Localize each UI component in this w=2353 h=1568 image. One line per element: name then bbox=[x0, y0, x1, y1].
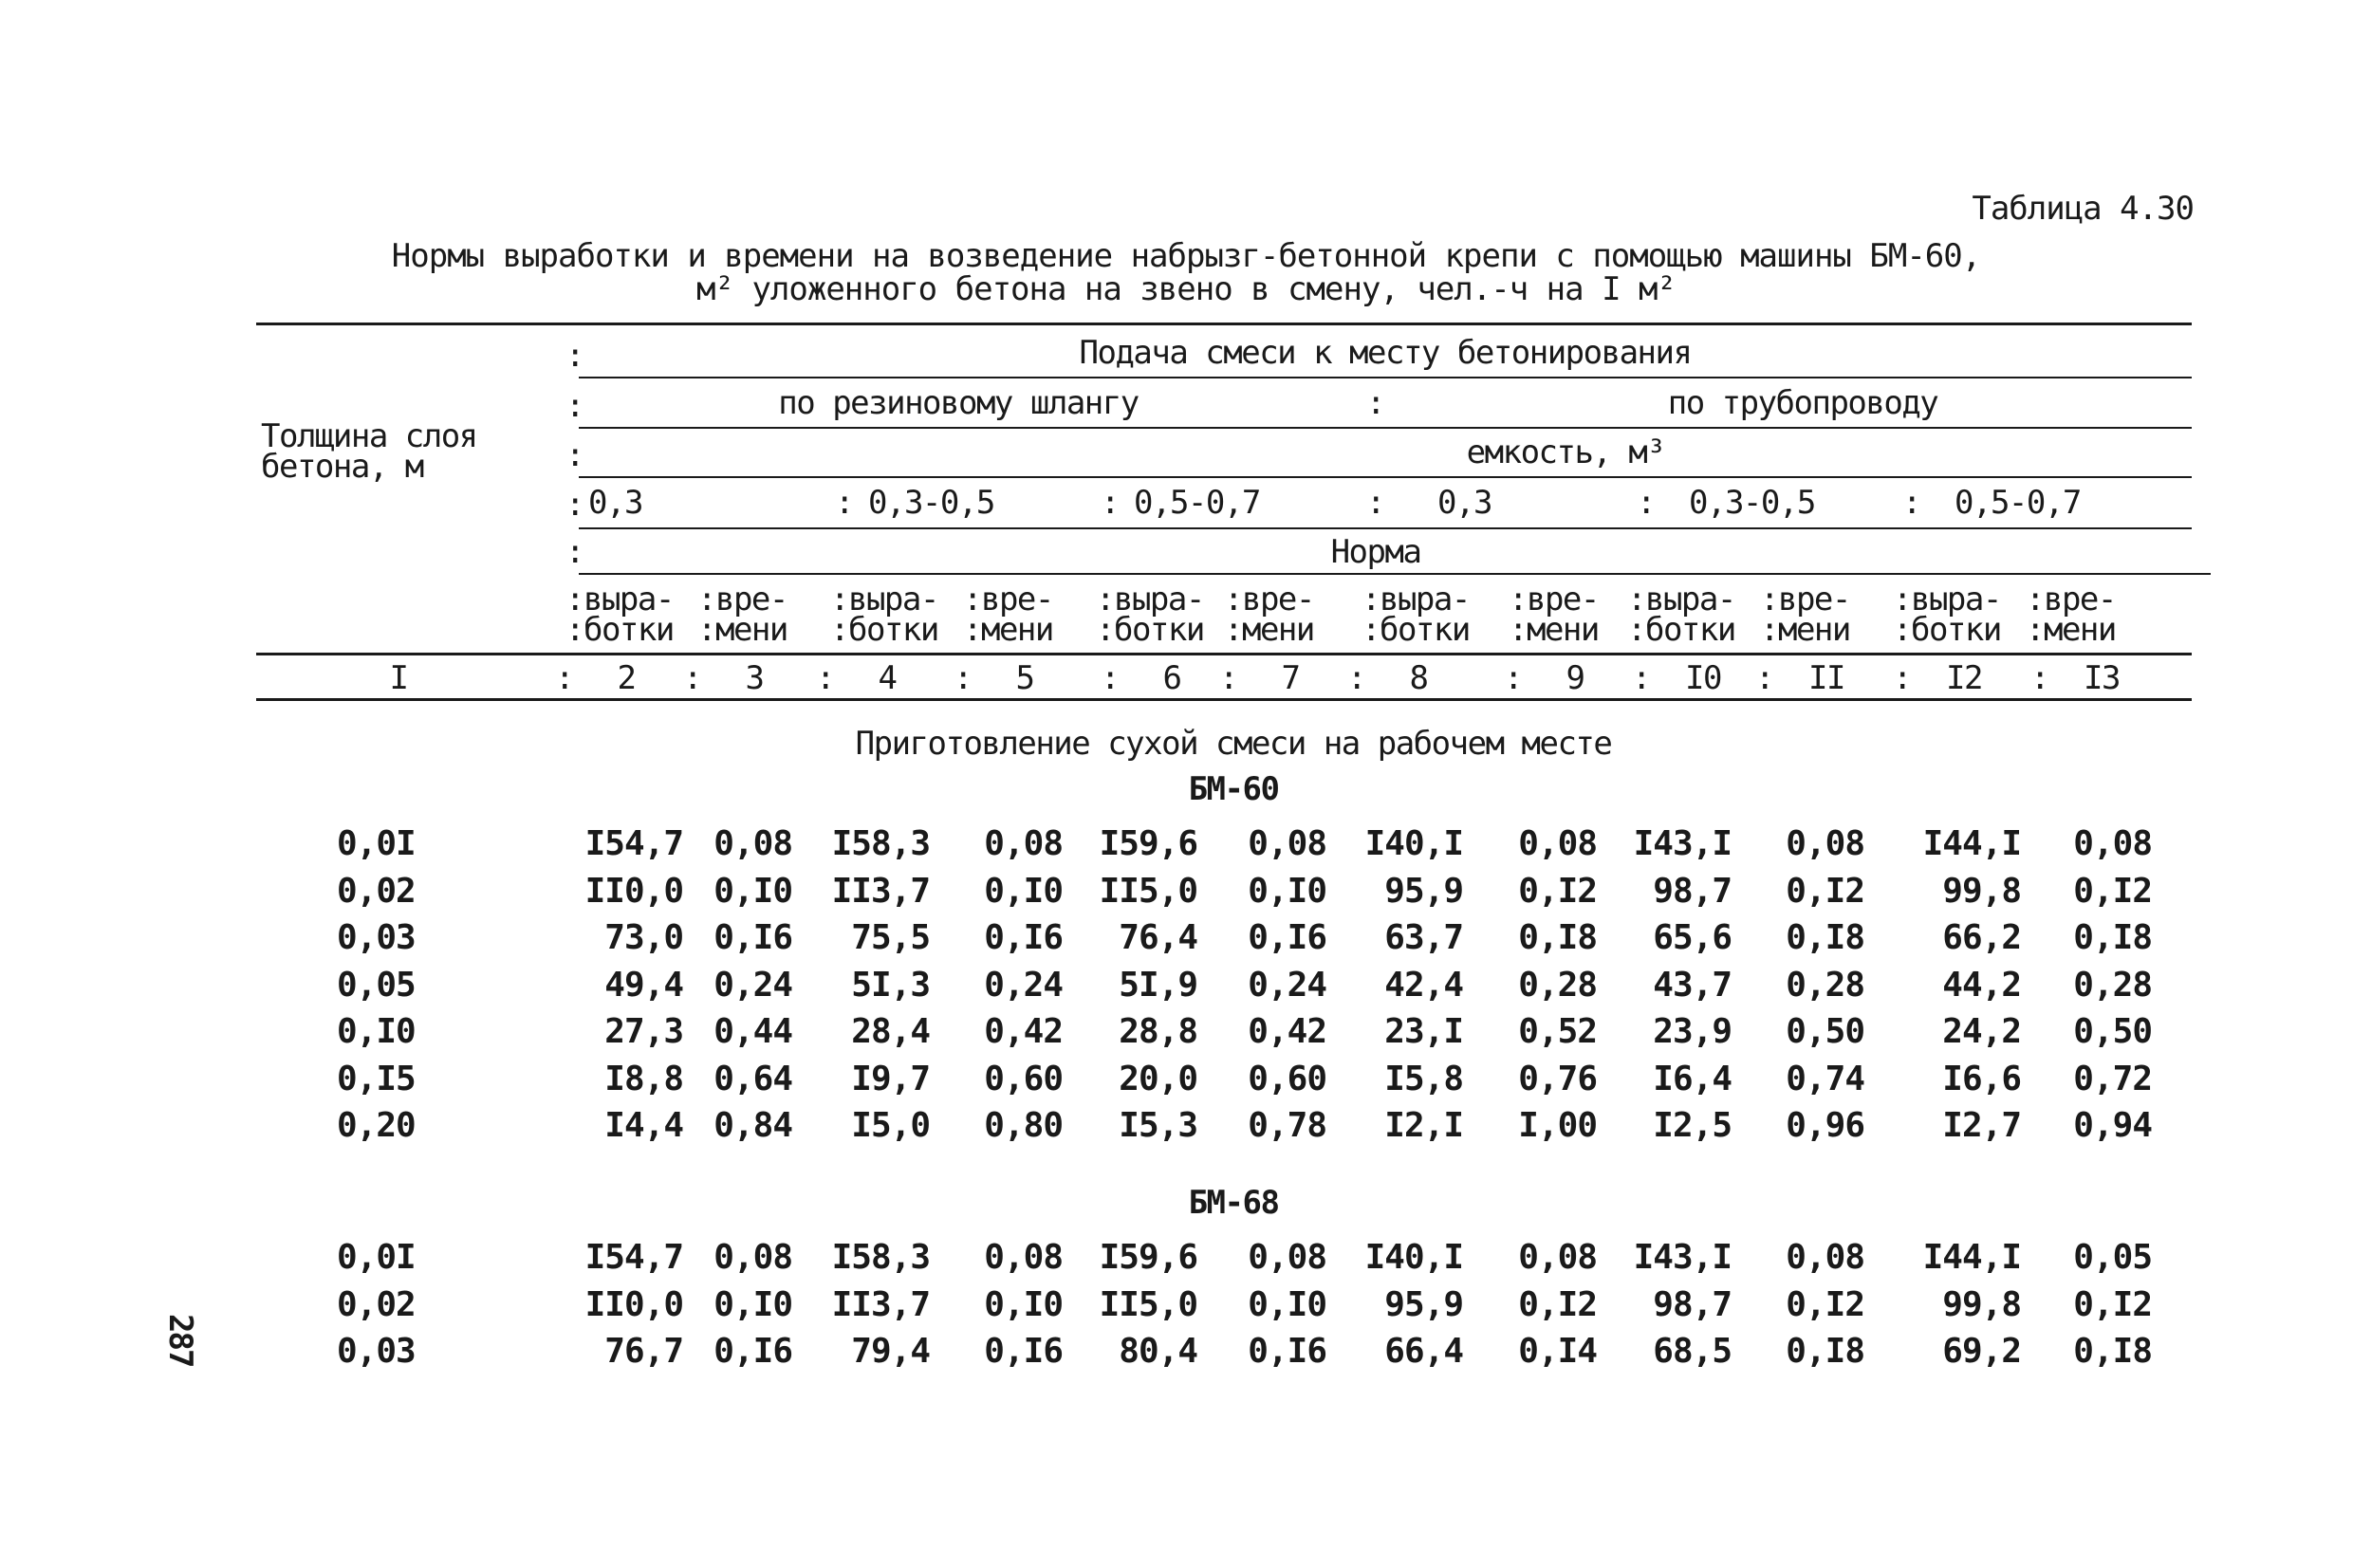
time-norm-cell: 0,74 bbox=[1786, 1059, 1864, 1098]
colon-marker: : bbox=[565, 533, 585, 571]
time-norm-cell: 0,08 bbox=[1248, 824, 1326, 863]
rule-norm bbox=[579, 573, 2211, 575]
output-rate-cell: 73,0 bbox=[604, 918, 683, 957]
colon-marker: : bbox=[683, 659, 703, 697]
output-rate-cell: I8,8 bbox=[604, 1059, 683, 1098]
output-rate-cell: 28,8 bbox=[1119, 1012, 1197, 1051]
time-norm-cell: 0,52 bbox=[1518, 1012, 1597, 1051]
colon-marker: : bbox=[1219, 659, 1239, 697]
output-rate-cell: 24,2 bbox=[1942, 1012, 2021, 1051]
subheader-label: :мени bbox=[1509, 611, 1599, 649]
time-norm-cell: 0,I8 bbox=[1786, 1332, 1864, 1371]
row-thickness: 0,0I bbox=[337, 1238, 416, 1277]
output-rate-cell: I58,3 bbox=[831, 824, 930, 863]
output-rate-cell: 79,4 bbox=[851, 1332, 930, 1371]
subheader-label: :ботки bbox=[1096, 611, 1204, 649]
time-norm-cell: 0,I6 bbox=[713, 918, 792, 957]
time-norm-cell: 0,50 bbox=[1786, 1012, 1864, 1051]
supply-header: Подача смеси к месту бетонирования bbox=[1079, 334, 1692, 372]
pipe-header: по трубопроводу bbox=[1667, 384, 1938, 422]
capacity-value: 0,3 bbox=[588, 484, 642, 522]
time-norm-cell: 0,78 bbox=[1248, 1106, 1326, 1145]
output-rate-cell: 80,4 bbox=[1119, 1332, 1197, 1371]
subheader-label: :вре- bbox=[1760, 581, 1850, 618]
subheader-label: :мени bbox=[1224, 611, 1314, 649]
rule-capacity bbox=[579, 476, 2192, 478]
subheader-label: :вре- bbox=[1224, 581, 1314, 618]
output-rate-cell: I44,I bbox=[1922, 1238, 2021, 1277]
capacity-value: 0,3 bbox=[1437, 484, 1491, 522]
time-norm-cell: 0,94 bbox=[2073, 1106, 2152, 1145]
output-rate-cell: 66,4 bbox=[1384, 1332, 1463, 1371]
time-norm-cell: 0,I8 bbox=[1518, 918, 1597, 957]
colon-marker: : bbox=[1893, 659, 1913, 697]
output-rate-cell: II0,0 bbox=[584, 871, 683, 911]
time-norm-cell: 0,I0 bbox=[713, 871, 792, 911]
colon-marker: : bbox=[1902, 484, 1922, 522]
output-rate-cell: I2,5 bbox=[1653, 1106, 1732, 1145]
row-thickness: 0,02 bbox=[337, 1284, 416, 1324]
row-label-line1: Толщина слоя bbox=[261, 417, 477, 455]
output-rate-cell: 44,2 bbox=[1942, 965, 2021, 1005]
output-rate-cell: 99,8 bbox=[1942, 1284, 2021, 1324]
subheader-label: :мени bbox=[963, 611, 1053, 649]
page-number: 287 bbox=[161, 1314, 199, 1367]
output-rate-cell: 20,0 bbox=[1119, 1059, 1197, 1098]
time-norm-cell: 0,28 bbox=[1786, 965, 1864, 1005]
output-rate-cell: I58,3 bbox=[831, 1238, 930, 1277]
norm-header: Норма bbox=[1330, 533, 1421, 571]
capacity-value: 0,5-0,7 bbox=[1955, 484, 2081, 522]
column-number: I3 bbox=[2084, 659, 2120, 697]
time-norm-cell: 0,I4 bbox=[1518, 1332, 1597, 1371]
output-rate-cell: II3,7 bbox=[831, 1284, 930, 1324]
column-number: 8 bbox=[1409, 659, 1428, 697]
row-thickness: 0,20 bbox=[337, 1106, 416, 1145]
table-title-line1: Нормы выработки и времени на возведение набрызг-бетонной крепи с помощью машины БМ-60, bbox=[391, 237, 1981, 275]
rule-method bbox=[579, 427, 2192, 429]
output-rate-cell: I59,6 bbox=[1099, 824, 1197, 863]
time-norm-cell: 0,64 bbox=[713, 1059, 792, 1098]
time-norm-cell: 0,24 bbox=[713, 965, 792, 1005]
output-rate-cell: 68,5 bbox=[1653, 1332, 1732, 1371]
subheader-label: :выра- bbox=[1096, 581, 1204, 618]
output-rate-cell: 99,8 bbox=[1942, 871, 2021, 911]
time-norm-cell: 0,60 bbox=[984, 1059, 1063, 1098]
output-rate-cell: I4,4 bbox=[604, 1106, 683, 1145]
output-rate-cell: 23,I bbox=[1384, 1012, 1463, 1051]
time-norm-cell: I,00 bbox=[1518, 1106, 1597, 1145]
output-rate-cell: II0,0 bbox=[584, 1284, 683, 1324]
subheader-label: :вре- bbox=[2026, 581, 2116, 618]
subheader-label: :выра- bbox=[1362, 581, 1470, 618]
subheader-label: :ботки bbox=[830, 611, 938, 649]
time-norm-cell: 0,24 bbox=[984, 965, 1063, 1005]
capacity-value: 0,5-0,7 bbox=[1134, 484, 1260, 522]
rule-col-numbers bbox=[256, 698, 2192, 701]
column-number: I2 bbox=[1946, 659, 1982, 697]
column-number: I bbox=[389, 659, 408, 697]
rule-capacities bbox=[579, 527, 2192, 529]
time-norm-cell: 0,05 bbox=[2073, 1238, 2152, 1277]
output-rate-cell: 27,3 bbox=[604, 1012, 683, 1051]
output-rate-cell: 49,4 bbox=[604, 965, 683, 1005]
subheader-label: :ботки bbox=[1362, 611, 1470, 649]
output-rate-cell: 75,5 bbox=[851, 918, 930, 957]
output-rate-cell: I54,7 bbox=[584, 1238, 683, 1277]
colon-marker: : bbox=[1504, 659, 1524, 697]
column-number: 6 bbox=[1162, 659, 1181, 697]
rule-supply bbox=[579, 377, 2192, 378]
output-rate-cell: I5,8 bbox=[1384, 1059, 1463, 1098]
section-title: Приготовление сухой смеси на рабочем месте bbox=[855, 725, 1612, 763]
time-norm-cell: 0,I2 bbox=[2073, 871, 2152, 911]
subheader-label: :выра- bbox=[1893, 581, 2001, 618]
time-norm-cell: 0,28 bbox=[1518, 965, 1597, 1005]
time-norm-cell: 0,96 bbox=[1786, 1106, 1864, 1145]
header-top-rule bbox=[256, 323, 2192, 325]
time-norm-cell: 0,I2 bbox=[1786, 871, 1864, 911]
subheader-label: :мени bbox=[1760, 611, 1850, 649]
subheader-label: :мени bbox=[2026, 611, 2116, 649]
colon-marker: : bbox=[565, 486, 585, 524]
subheader-label: :ботки bbox=[1627, 611, 1735, 649]
column-number: 5 bbox=[1015, 659, 1034, 697]
colon-marker: : bbox=[555, 659, 575, 697]
time-norm-cell: 0,08 bbox=[1786, 824, 1864, 863]
time-norm-cell: 0,I0 bbox=[984, 871, 1063, 911]
subheader-label: :мени bbox=[697, 611, 787, 649]
output-rate-cell: I40,I bbox=[1364, 1238, 1463, 1277]
column-number: II bbox=[1808, 659, 1844, 697]
output-rate-cell: I5,3 bbox=[1119, 1106, 1197, 1145]
output-rate-cell: 69,2 bbox=[1942, 1332, 2021, 1371]
time-norm-cell: 0,I0 bbox=[984, 1284, 1063, 1324]
row-thickness: 0,0I bbox=[337, 824, 416, 863]
time-norm-cell: 0,50 bbox=[2073, 1012, 2152, 1051]
subheader-label: :ботки bbox=[1893, 611, 2001, 649]
time-norm-cell: 0,I2 bbox=[1786, 1284, 1864, 1324]
colon-marker: : bbox=[2030, 659, 2050, 697]
time-norm-cell: 0,08 bbox=[713, 1238, 792, 1277]
row-thickness: 0,I0 bbox=[337, 1012, 416, 1051]
colon-marker: : bbox=[1366, 384, 1386, 422]
time-norm-cell: 0,08 bbox=[1248, 1238, 1326, 1277]
row-thickness: 0,02 bbox=[337, 871, 416, 911]
subheader-label: :выра- bbox=[830, 581, 938, 618]
time-norm-cell: 0,80 bbox=[984, 1106, 1063, 1145]
time-norm-cell: 0,84 bbox=[713, 1106, 792, 1145]
output-rate-cell: 95,9 bbox=[1384, 871, 1463, 911]
capacity-value: 0,3-0,5 bbox=[1689, 484, 1815, 522]
output-rate-cell: I43,I bbox=[1633, 824, 1732, 863]
time-norm-cell: 0,08 bbox=[1518, 1238, 1597, 1277]
output-rate-cell: 5I,3 bbox=[851, 965, 930, 1005]
row-thickness: 0,05 bbox=[337, 965, 416, 1005]
table-title-line2: м² уложенного бетона на звено в смену, чел.-ч на I м² bbox=[696, 270, 1676, 308]
subheader-label: :ботки bbox=[565, 611, 674, 649]
time-norm-cell: 0,I0 bbox=[1248, 1284, 1326, 1324]
rule-subheaders bbox=[256, 653, 2192, 655]
column-number: 3 bbox=[745, 659, 764, 697]
time-norm-cell: 0,I6 bbox=[713, 1332, 792, 1371]
colon-marker: : bbox=[1347, 659, 1367, 697]
colon-marker: : bbox=[1101, 484, 1121, 522]
time-norm-cell: 0,60 bbox=[1248, 1059, 1326, 1098]
output-rate-cell: 65,6 bbox=[1653, 918, 1732, 957]
output-rate-cell: 5I,9 bbox=[1119, 965, 1197, 1005]
colon-marker: : bbox=[1632, 659, 1652, 697]
time-norm-cell: 0,72 bbox=[2073, 1059, 2152, 1098]
output-rate-cell: I2,I bbox=[1384, 1106, 1463, 1145]
subheader-label: :выра- bbox=[1627, 581, 1735, 618]
column-number: 2 bbox=[617, 659, 636, 697]
capacity-value: 0,3-0,5 bbox=[868, 484, 994, 522]
time-norm-cell: 0,08 bbox=[984, 1238, 1063, 1277]
time-norm-cell: 0,28 bbox=[2073, 965, 2152, 1005]
colon-marker: : bbox=[835, 484, 855, 522]
output-rate-cell: II3,7 bbox=[831, 871, 930, 911]
subheader-label: :вре- bbox=[697, 581, 787, 618]
time-norm-cell: 0,I8 bbox=[2073, 1332, 2152, 1371]
group-title: БМ-68 bbox=[1188, 1184, 1279, 1222]
colon-marker: : bbox=[565, 337, 585, 375]
output-rate-cell: I9,7 bbox=[851, 1059, 930, 1098]
subheader-label: :вре- bbox=[1509, 581, 1599, 618]
output-rate-cell: I54,7 bbox=[584, 824, 683, 863]
time-norm-cell: 0,I6 bbox=[984, 918, 1063, 957]
colon-marker: : bbox=[565, 387, 585, 425]
output-rate-cell: 23,9 bbox=[1653, 1012, 1732, 1051]
colon-marker: : bbox=[1755, 659, 1775, 697]
group-title: БМ-60 bbox=[1188, 770, 1279, 808]
output-rate-cell: 76,4 bbox=[1119, 918, 1197, 957]
row-thickness: 0,03 bbox=[337, 1332, 416, 1371]
output-rate-cell: I5,0 bbox=[851, 1106, 930, 1145]
output-rate-cell: 63,7 bbox=[1384, 918, 1463, 957]
subheader-label: :выра- bbox=[565, 581, 674, 618]
output-rate-cell: I6,6 bbox=[1942, 1059, 2021, 1098]
colon-marker: : bbox=[954, 659, 973, 697]
output-rate-cell: 98,7 bbox=[1653, 1284, 1732, 1324]
time-norm-cell: 0,08 bbox=[1518, 824, 1597, 863]
colon-marker: : bbox=[1637, 484, 1657, 522]
time-norm-cell: 0,I2 bbox=[2073, 1284, 2152, 1324]
time-norm-cell: 0,I0 bbox=[1248, 871, 1326, 911]
time-norm-cell: 0,I6 bbox=[1248, 1332, 1326, 1371]
time-norm-cell: 0,I6 bbox=[1248, 918, 1326, 957]
output-rate-cell: 42,4 bbox=[1384, 965, 1463, 1005]
time-norm-cell: 0,24 bbox=[1248, 965, 1326, 1005]
table-label: Таблица 4.30 bbox=[1972, 190, 2194, 228]
time-norm-cell: 0,I6 bbox=[984, 1332, 1063, 1371]
output-rate-cell: 43,7 bbox=[1653, 965, 1732, 1005]
output-rate-cell: 76,7 bbox=[604, 1332, 683, 1371]
row-label-line2: бетона, м bbox=[261, 448, 423, 486]
output-rate-cell: I43,I bbox=[1633, 1238, 1732, 1277]
time-norm-cell: 0,I0 bbox=[713, 1284, 792, 1324]
time-norm-cell: 0,08 bbox=[984, 824, 1063, 863]
colon-marker: : bbox=[565, 436, 585, 474]
colon-marker: : bbox=[1366, 484, 1386, 522]
row-thickness: 0,I5 bbox=[337, 1059, 416, 1098]
column-number: 4 bbox=[878, 659, 897, 697]
time-norm-cell: 0,76 bbox=[1518, 1059, 1597, 1098]
time-norm-cell: 0,I8 bbox=[1786, 918, 1864, 957]
output-rate-cell: I40,I bbox=[1364, 824, 1463, 863]
time-norm-cell: 0,42 bbox=[984, 1012, 1063, 1051]
output-rate-cell: II5,0 bbox=[1099, 871, 1197, 911]
output-rate-cell: 66,2 bbox=[1942, 918, 2021, 957]
output-rate-cell: 95,9 bbox=[1384, 1284, 1463, 1324]
colon-marker: : bbox=[816, 659, 836, 697]
column-number: I0 bbox=[1685, 659, 1721, 697]
output-rate-cell: 28,4 bbox=[851, 1012, 930, 1051]
time-norm-cell: 0,42 bbox=[1248, 1012, 1326, 1051]
capacity-header: емкость, м³ bbox=[1466, 434, 1665, 471]
time-norm-cell: 0,08 bbox=[1786, 1238, 1864, 1277]
hose-header: по резиновому шлангу bbox=[778, 384, 1139, 422]
output-rate-cell: I2,7 bbox=[1942, 1106, 2021, 1145]
row-thickness: 0,03 bbox=[337, 918, 416, 957]
output-rate-cell: I6,4 bbox=[1653, 1059, 1732, 1098]
output-rate-cell: II5,0 bbox=[1099, 1284, 1197, 1324]
time-norm-cell: 0,I2 bbox=[1518, 1284, 1597, 1324]
subheader-label: :вре- bbox=[963, 581, 1053, 618]
time-norm-cell: 0,08 bbox=[2073, 824, 2152, 863]
time-norm-cell: 0,I2 bbox=[1518, 871, 1597, 911]
column-number: 7 bbox=[1281, 659, 1300, 697]
time-norm-cell: 0,I8 bbox=[2073, 918, 2152, 957]
output-rate-cell: I44,I bbox=[1922, 824, 2021, 863]
column-number: 9 bbox=[1566, 659, 1584, 697]
output-rate-cell: 98,7 bbox=[1653, 871, 1732, 911]
output-rate-cell: I59,6 bbox=[1099, 1238, 1197, 1277]
time-norm-cell: 0,44 bbox=[713, 1012, 792, 1051]
colon-marker: : bbox=[1101, 659, 1121, 697]
time-norm-cell: 0,08 bbox=[713, 824, 792, 863]
